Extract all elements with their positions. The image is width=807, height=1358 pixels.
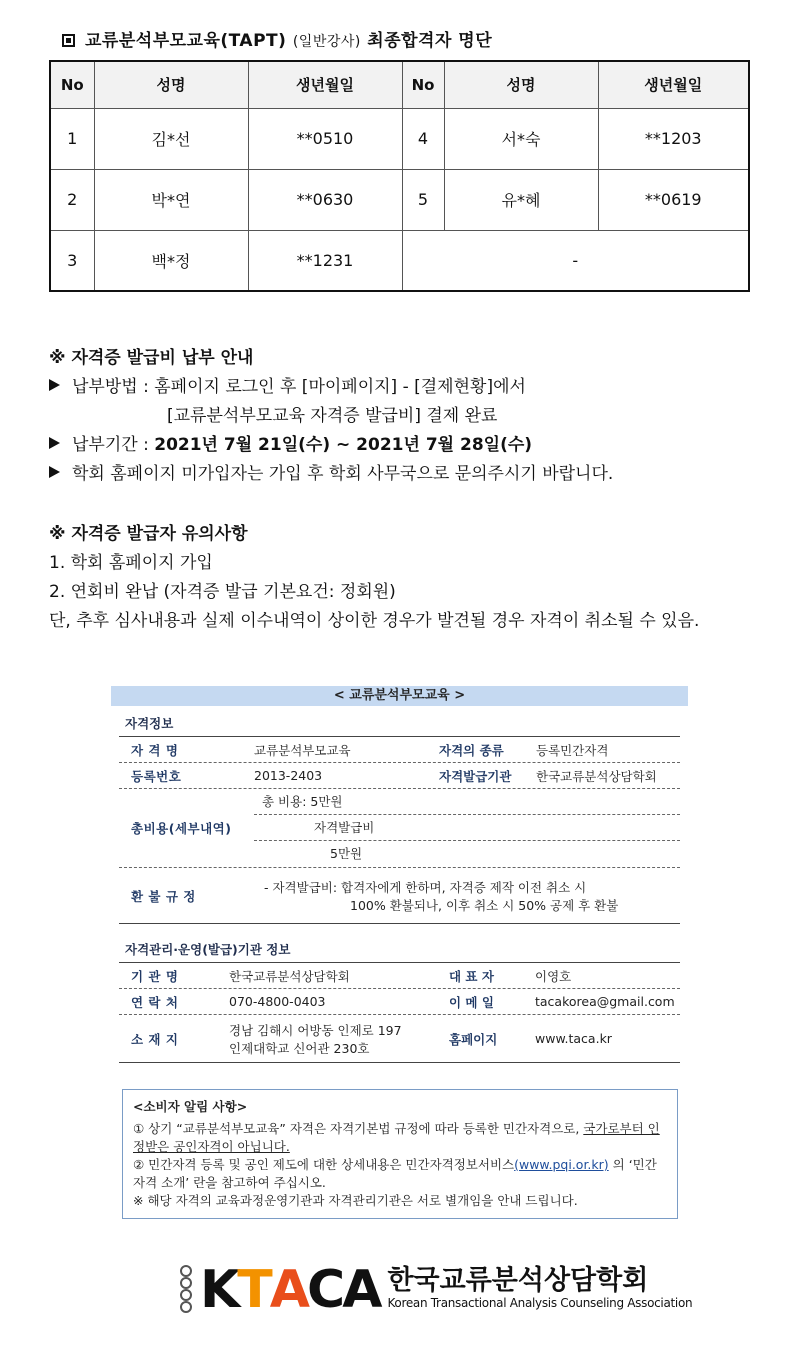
notice-heading: <소비자 알림 사항> [133,1099,248,1114]
table-cell: 1 [50,108,94,169]
table-cell: **0510 [248,108,402,169]
col-header-birth: 생년월일 [598,61,749,108]
info-row: 연 락 처 070-4800-0403 이 메 일 tacakorea@gmail.com [119,989,680,1015]
org-info-grid [119,962,680,1063]
consumer-notice-box [122,1089,678,1219]
certificate-info-box [111,686,688,1063]
info-box-title: < 교류분석부모교육 > [111,686,688,706]
fee-note: 학회 홈페이지 미가입자는 가입 후 학회 사무국으로 문의주시기 바랍니다. [49,460,613,489]
fee-period: 납부기간 : 2021년 7월 21일(수) ~ 2021년 7월 28일(수) [49,431,613,460]
table-header-row [50,61,749,108]
table-cell: 4 [402,108,444,169]
triangle-bullet-icon [49,379,60,391]
info-row: 등록번호 2013-2403 자격발급기관 한국교류분석상담학회 [119,763,680,789]
notice-item: ※ 해당 자격의 교육과정운영기관과 자격관리기관은 서로 별개임을 안내 드립니다. [133,1193,578,1208]
logo-text: 한국교류분석상담학회 Korean Transactional Analysis Counseling Association [387,1265,693,1310]
table-cell: **0619 [598,169,749,230]
table-cell: **1231 [248,230,402,291]
square-bullet-icon [62,34,75,47]
info-row-cost: 총비용(세부내역) 총 비용: 5만원 자격발급비 5만원 [119,789,680,868]
table-cell-empty: - [402,230,749,291]
notice-item: ① 상기 “교류분석부모교육” 자격은 자격기본법 규정에 따라 등록한 민간자격으로, 국가로부터 인정받은 공인자격이 아닙니다. [133,1121,660,1154]
table-row [50,230,749,291]
info-row: 기 관 명 한국교류분석상담학회 대 표 자 이영호 [119,963,680,989]
page-title: 교류분석부모교육(TAPT) (일반강사) 최종합격자 명단 [62,26,492,51]
col-header-no: No [402,61,444,108]
table-cell: **1203 [598,108,749,169]
table-cell: **0630 [248,169,402,230]
caution-heading: ※ 자격증 발급자 유의사항 [49,524,248,544]
table-cell: 3 [50,230,94,291]
table-cell: 백*정 [94,230,248,291]
table-cell: 김*선 [94,108,248,169]
caution-item: 2. 연회비 완납 (자격증 발급 기본요건: 정회원) [49,582,396,602]
triangle-bullet-icon [49,466,60,478]
section-title: 자격관리·운영(발급)기관 정보 [125,942,291,957]
caution-note: 단, 추후 심사내용과 실제 이수내역이 상이한 경우가 발견될 경우 자격이 취소될 수 있음. [49,611,700,631]
info-row: 자 격 명 교류분석부모교육 자격의 종류 등록민간자격 [119,737,680,763]
triangle-bullet-icon [49,437,60,449]
organization-logo [180,1258,692,1318]
table-cell: 박*연 [94,169,248,230]
caution-section [49,520,699,636]
logo-mark: K T A C A [200,1260,380,1320]
chain-link-icon [180,1263,194,1313]
col-header-birth: 생년월일 [248,61,402,108]
notice-item: ② 민간자격 등록 및 공인 제도에 대한 상세내용은 민간자격정보서비스(www.pqi.or.kr) 의 ‘민간자격 소개’ 란을 참고하여 주십시오. [133,1157,657,1190]
pass-list-table [49,60,750,292]
cert-info-grid [119,736,680,924]
fee-heading: ※ 자격증 발급비 납부 안내 [49,348,254,368]
col-header-no: No [50,61,94,108]
col-header-name: 성명 [94,61,248,108]
caution-item: 1. 학회 홈페이지 가입 [49,553,213,573]
info-row: 소 재 지 경남 김해시 어방동 인제로 197 인제대학교 신어관 230호 홈페이지 www.taca.kr [119,1015,680,1063]
table-cell: 유*혜 [444,169,598,230]
fee-section [49,344,613,489]
section-title: 자격정보 [125,716,174,731]
table-cell: 2 [50,169,94,230]
table-cell: 5 [402,169,444,230]
fee-method: 납부방법 : 홈페이지 로그인 후 [마이페이지] - [결제현황]에서 [49,373,613,402]
table-row [50,169,749,230]
info-row-refund: 환 불 규 정 - 자격발급비: 합격자에게 한하며, 자격증 제작 이전 취소 시 100% 환불되나, 이후 취소 시 50% 공제 후 환불 [119,868,680,924]
table-cell: 서*숙 [444,108,598,169]
fee-method-line2: [교류분석부모교육 자격증 발급비] 결제 완료 [167,406,498,426]
table-row [50,108,749,169]
col-header-name: 성명 [444,61,598,108]
